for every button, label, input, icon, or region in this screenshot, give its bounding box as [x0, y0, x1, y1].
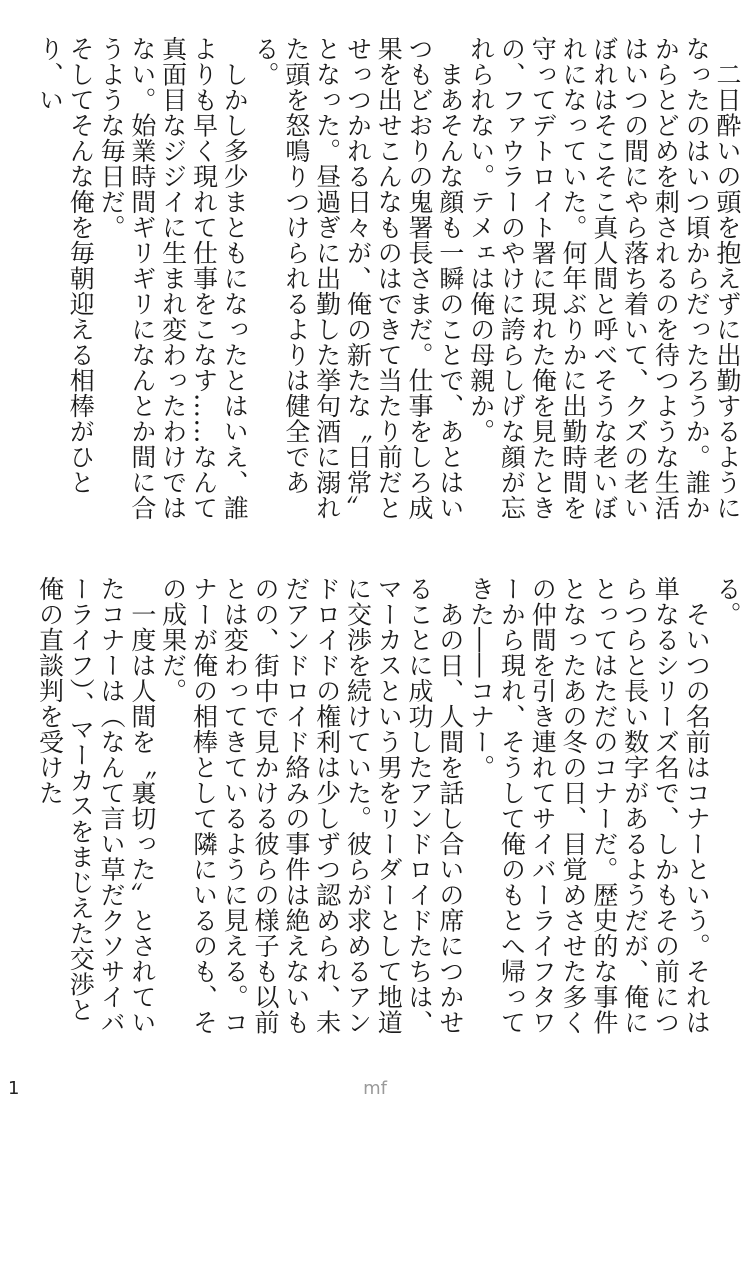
- paragraph: そいつの名前はコナーという。それは単なるシリーズ名で、しかもその前につらつらと長い数字があるようだが、俺にとってはただのコナーだ。歴史的な事件となったあの冬の日、目覚めさせた多くの仲間を引き連れてサイバーライフタワーから現れ、そうして俺のもとへ帰ってきた――コナー。: [466, 576, 712, 1035]
- lower-text-column: [7, 576, 742, 1038]
- paragraph: 一度は人間を〝裏切った〟とされていたコナーは（なんて言い草だクソサイバーライフ）、マーカスをまじえた交渉と俺の直談判を受けた: [35, 576, 157, 1035]
- footer-label: mf: [363, 1078, 387, 1099]
- paragraph: 二日酔いの頭を抱えずに出勤するようになったのはいつ頃からだったろうか。誰かからとどめを刺されるのを待つような生活はいつの間にやら落ち着いて、クズの老いぼれはそこそこ真人間と呼べそうな老いぼれになっていた。何年ぶりかに出勤時間を守ってデトロイト署に現れた俺を見たときの、ファウラーのやけに誇らしげな顔が忘れられない。テメェは俺の母親か。: [466, 36, 742, 521]
- paragraph: る。: [713, 576, 742, 627]
- upper-text-column: [7, 36, 742, 530]
- page-number: 1: [8, 1078, 20, 1099]
- paragraph: あの日、人間を話し合いの席につかせることに成功したアンドロイドたちは、マーカスという男をリーダーとして地道に交渉を続けていた。彼らが求めるアンドロイドの権利は少しずつ認められ、未だアンドロイド絡みの事件は絶えないものの、街中で見かける彼らの様子も以前とは変わってきているように見える。コナーが俺の相棒として隣にいるのも、その成果だ。: [158, 576, 465, 1035]
- paragraph: しかし多少まともになったとはいえ、誰よりも早く現れて仕事をこなす……なんて真面目なジジイに生まれ変わったわけではない。始業時間ギリギリになんとか間に合うような毎日だ。: [97, 36, 250, 521]
- paragraph: そしてそんな俺を毎朝迎える相棒がひとり、い: [35, 36, 96, 495]
- paragraph: まあそんな顔も一瞬のことで、あとはいつもどおりの鬼署長さまだ。仕事をしろ成果を出せこんなものはできて当たり前だとせっつかれる日々が、俺の新たな〝日常〟となった。昼過ぎに出勤した挙句酒に溺れた頭を怒鳴りつけられるよりは健全である。: [251, 36, 465, 521]
